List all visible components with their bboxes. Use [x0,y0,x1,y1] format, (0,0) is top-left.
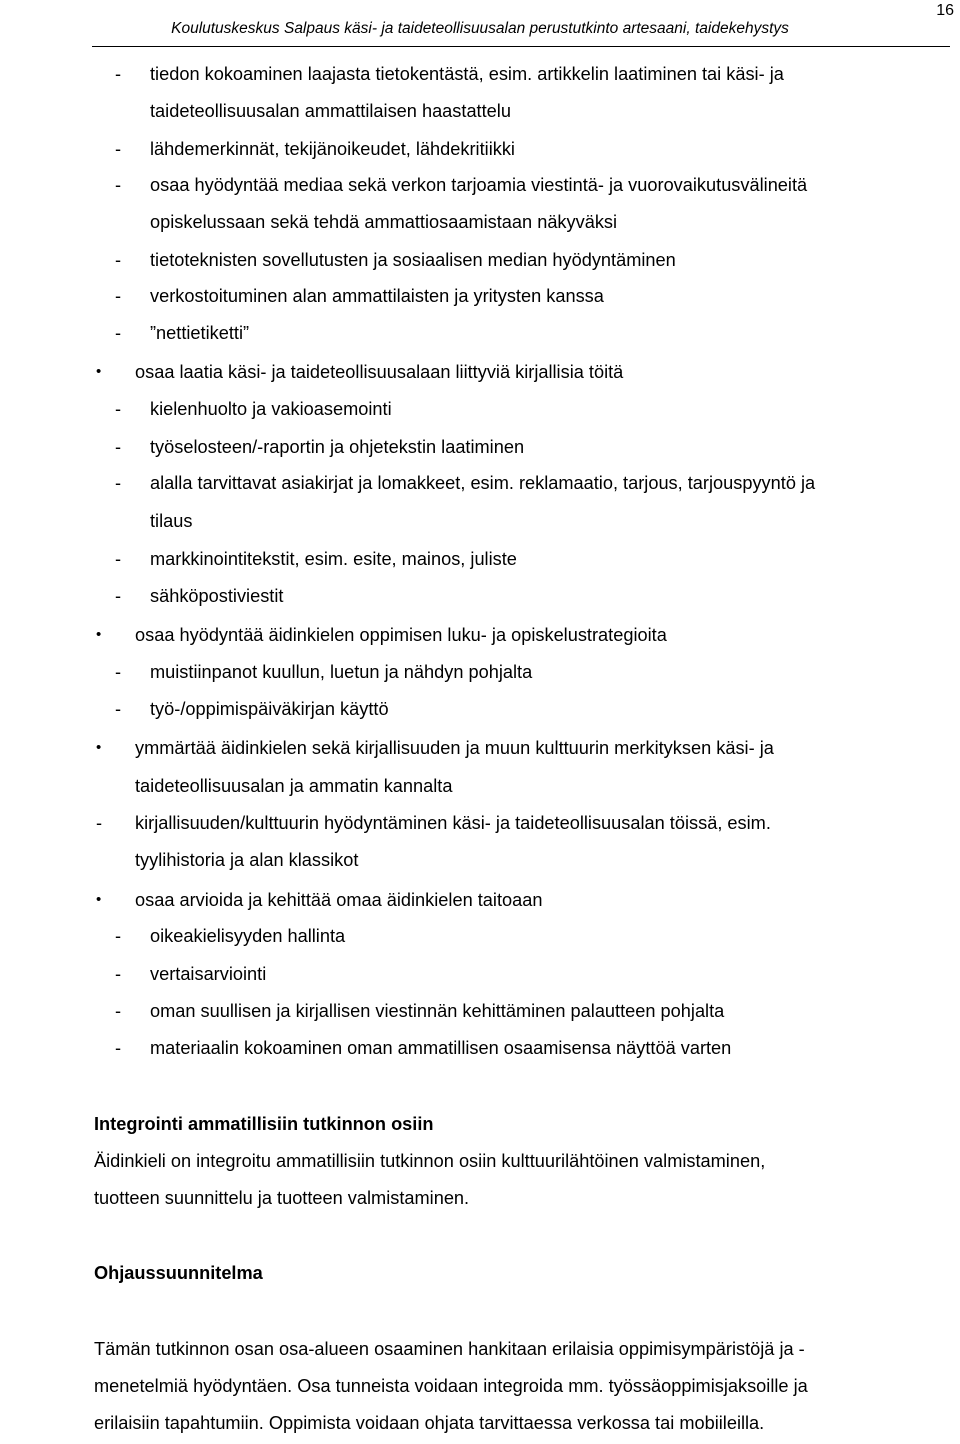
list-item-text: työselosteen/-raportin ja ohjetekstin laatiminen [150,437,525,457]
paragraph-line: tuotteen suunnittelu ja tuotteen valmistaminen. [94,1188,470,1208]
list-item-text: oikeakielisyyden hallinta [150,926,346,946]
list-item-text: kirjallisuuden/kulttuurin hyödyntäminen käsi- ja taideteollisuusalan töissä, esim. [135,813,771,833]
list-item-text: kielenhuolto ja vakioasemointi [150,399,392,419]
list-item-text: sähköpostiviestit [150,586,284,606]
list-item-text: alalla tarvittavat asiakirjat ja lomakkeet, esim. reklamaatio, tarjous, tarjouspyyntö ja [150,473,816,493]
list-item-text: tyylihistoria ja alan klassikot [135,850,359,870]
section-heading: Ohjaussuunnitelma [94,1263,263,1283]
list-item-text: taideteollisuusalan ja ammatin kannalta [135,776,453,796]
section-heading: Integrointi ammatillisiin tutkinnon osiin [94,1114,434,1134]
dash-marker: - [96,813,103,833]
list-item-text: opiskelussaan sekä tehdä ammattiosaamistaan näkyväksi [150,212,618,232]
dash-marker: - [115,64,122,84]
dash-marker: - [115,175,122,195]
dash-marker: - [115,1001,122,1021]
list-item-text: lähdemerkinnät, tekijänoikeudet, lähdekritiikki [150,139,515,159]
list-item-text: tiedon kokoaminen laajasta tietokentästä, esim. artikkelin laatiminen tai käsi- ja [150,64,784,84]
dash-marker: - [115,399,122,419]
list-item-text: tietoteknisten sovellutusten ja sosiaalisen median hyödyntäminen [150,250,676,270]
list-item-text: muistiinpanot kuullun, luetun ja nähdyn pohjalta [150,662,533,682]
list-item-text: taideteollisuusalan ammattilaisen haastattelu [150,101,511,121]
dash-marker: - [115,549,122,569]
list-item-text: tilaus [150,511,193,531]
list-item-text: markkinointitekstit, esim. esite, mainos, juliste [150,549,517,569]
dash-marker: - [115,586,122,606]
dash-marker: - [115,473,122,493]
dash-marker: - [115,699,122,719]
list-item-text: ymmärtää äidinkielen sekä kirjallisuuden ja muun kulttuurin merkityksen käsi- ja [135,738,774,758]
list-item-text: materiaalin kokoaminen oman ammatillisen osaamisensa näyttöä varten [150,1038,732,1058]
paragraph-line: Äidinkieli on integroitu ammatillisiin tutkinnon osiin kulttuurilähtöinen valmistaminen, [94,1151,766,1171]
list-item-text: osaa arvioida ja kehittää omaa äidinkielen taitoaan [135,890,543,910]
page-header: Koulutuskeskus Salpaus käsi- ja taideteollisuusalan perustutkinto artesaani, taidekehystys [171,20,789,37]
list-item-text: osaa hyödyntää mediaa sekä verkon tarjoamia viestintä- ja vuorovaikutusvälineitä [150,175,808,195]
bullet-marker: • [96,891,102,908]
dash-marker: - [115,286,122,306]
list-item-text: vertaisarviointi [150,964,267,984]
dash-marker: - [115,1038,122,1058]
list-item-text: osaa laatia käsi- ja taideteollisuusalaan liittyviä kirjallisia töitä [135,362,624,382]
bullet-marker: • [96,363,102,380]
page-number: 16 [936,2,954,19]
dash-marker: - [115,926,122,946]
paragraph-line: erilaisiin tapahtumiin. Oppimista voidaan ohjata tarvittaessa verkossa tai mobiileilla. [94,1413,765,1433]
bullet-marker: • [96,739,102,756]
dash-marker: - [115,662,122,682]
dash-marker: - [115,139,122,159]
header-divider [92,46,950,47]
dash-marker: - [115,250,122,270]
dash-marker: - [115,437,122,457]
dash-marker: - [115,964,122,984]
paragraph-line: menetelmiä hyödyntäen. Osa tunneista voidaan integroida mm. työssäoppimisjaksoille ja [94,1376,808,1396]
list-item-text: työ-/oppimispäiväkirjan käyttö [150,699,389,719]
bullet-marker: • [96,626,102,643]
paragraph-line: Tämän tutkinnon osan osa-alueen osaaminen hankitaan erilaisia oppimisympäristöjä ja - [94,1339,805,1359]
list-item-text: oman suullisen ja kirjallisen viestinnän kehittäminen palautteen pohjalta [150,1001,725,1021]
dash-marker: - [115,323,122,343]
list-item-text: ”nettietiketti” [150,323,250,343]
list-item-text: osaa hyödyntää äidinkielen oppimisen luku- ja opiskelustrategioita [135,625,667,645]
list-item-text: verkostoituminen alan ammattilaisten ja yritysten kanssa [150,286,604,306]
